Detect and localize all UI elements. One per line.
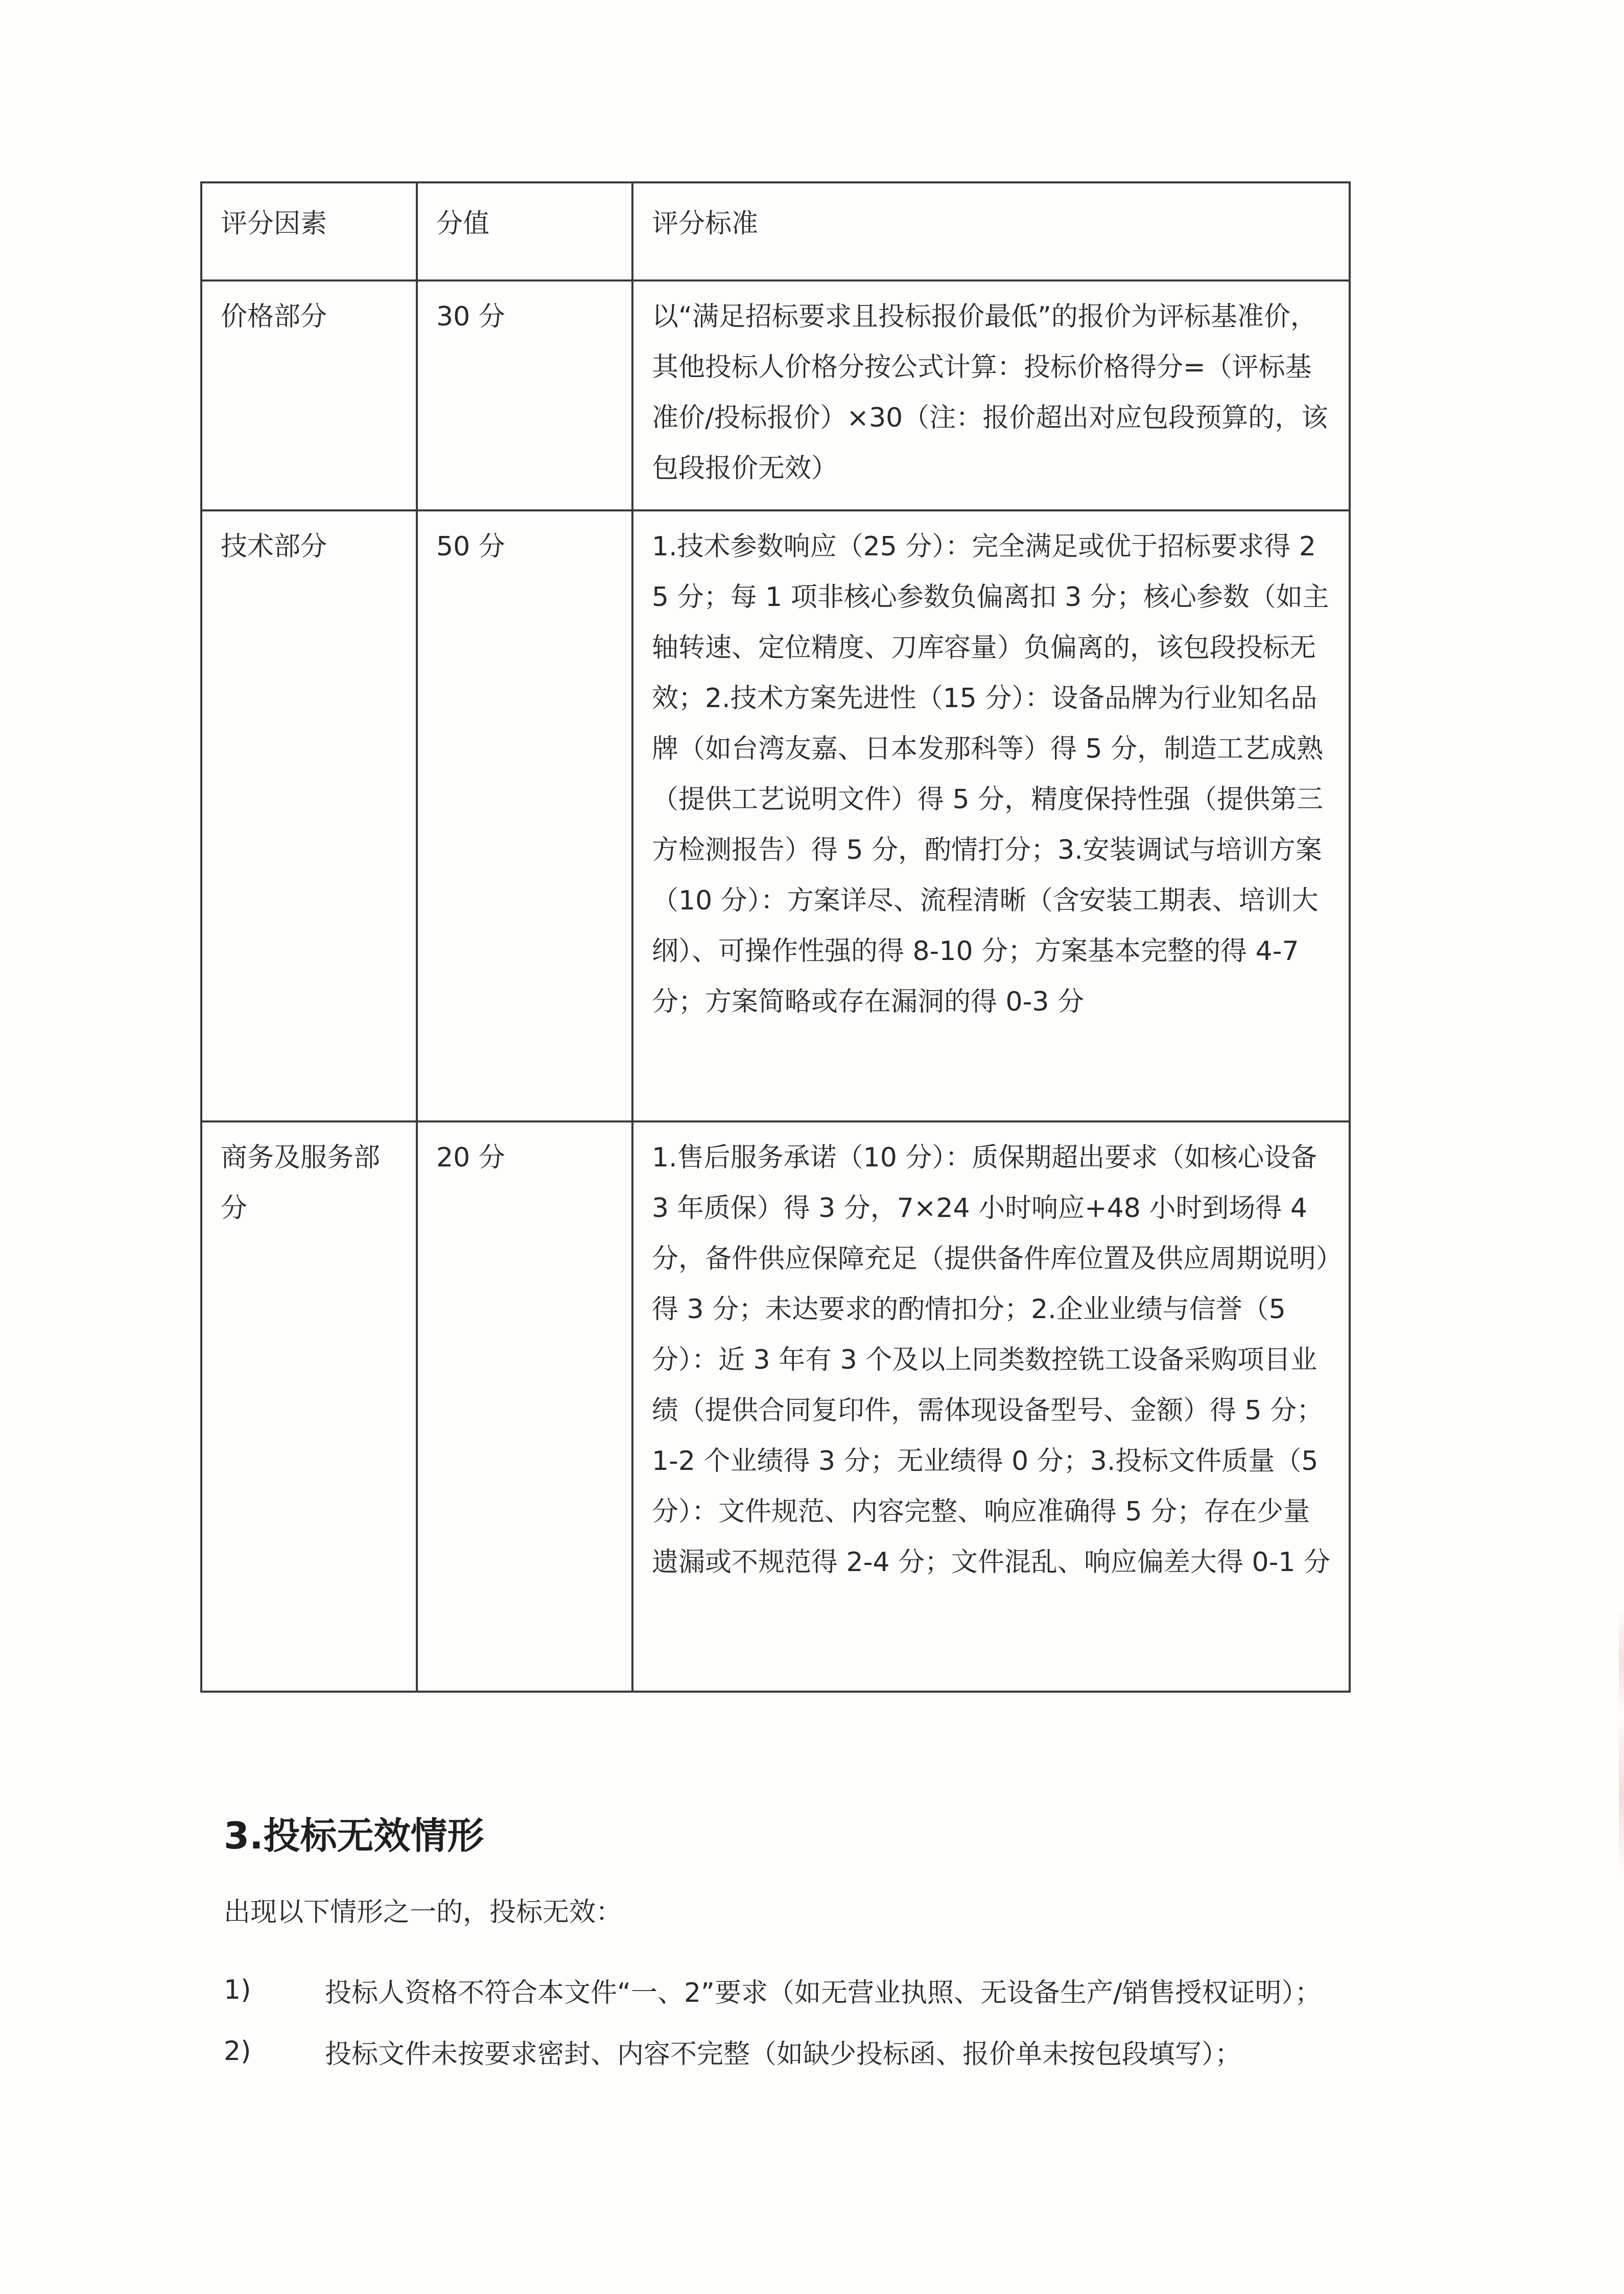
table-row xyxy=(201,280,1350,510)
section-intro: 出现以下情形之一的，投标无效： xyxy=(224,1897,623,1928)
row-value: 20 分 xyxy=(417,1121,632,1692)
row-factor: 技术部分 xyxy=(201,510,417,1121)
row-criteria: 以“满足招标要求且投标报价最低”的报价为评标基准价，其他投标人价格分按公式计算：投标价格得分=（评标基准价/投标报价）×30（注：报价超出对应包段预算的，该包段报价无效） xyxy=(632,280,1350,510)
table-header-row xyxy=(201,182,1350,280)
list-item xyxy=(224,1959,1460,2021)
list-item xyxy=(224,2021,1460,2082)
section-heading: 3.投标无效情形 xyxy=(224,1814,484,1857)
list-item-text: 投标人资格不符合本文件“一、2”要求（如无营业执照、无设备生产/销售授权证明）； xyxy=(325,1977,1322,2008)
row-criteria: 1.售后服务承诺（10 分）：质保期超出要求（如核心设备 3 年质保）得 3 分，7×24 小时响应+48 小时到场得 4 分，备件供应保障充足（提供备件库位置及供应周期说明）得 3 分；未达要求的酌情扣分；2.企业业绩与信誉（5 分）：近 3 年有 3 个及以上同类数控铣工设备采购项目业绩（提供合同复印件，需体现设备型号、金额）得 5 分；1-2 个业绩得 3 分；无业绩得 0 分；3.投标文件质量（5 分）：文件规范、内容完整、响应准确得 5 分；存在少量遗漏或不规范得 2-4 分；文件混乱、响应偏差大得 0-1 分 xyxy=(632,1121,1350,1692)
header-value: 分值 xyxy=(417,182,632,280)
row-value: 30 分 xyxy=(417,280,632,510)
row-criteria: 1.技术参数响应（25 分）：完全满足或优于招标要求得 25 分；每 1 项非核心参数负偏离扣 3 分；核心参数（如主轴转速、定位精度、刀库容量）负偏离的，该包段投标无效；2.技术方案先进性（15 分）：设备品牌为行业知名品牌（如台湾友嘉、日本发那科等）得 5 分，制造工艺成熟（提供工艺说明文件）得 5 分，精度保持性强（提供第三方检测报告）得 5 分，酌情打分；3.安装调试与培训方案（10 分）：方案详尽、流程清晰（含安装工期表、培训大纲）、可操作性强的得 8-10 分；方案基本完整的得 4-7 分；方案简略或存在漏洞的得 0-3 分 xyxy=(632,510,1350,1121)
row-factor: 价格部分 xyxy=(201,280,417,510)
list-item-text: 投标文件未按要求密封、内容不完整（如缺少投标函、报价单未按包段填写）； xyxy=(325,2039,1242,2070)
scan-edge-mark xyxy=(1619,1609,1624,1875)
scoring-table xyxy=(200,181,1351,1693)
list-item-number: 2) xyxy=(224,2036,251,2067)
invalid-conditions-list xyxy=(224,1959,1460,2082)
table-row xyxy=(201,1121,1350,1692)
row-value: 50 分 xyxy=(417,510,632,1121)
header-factor: 评分因素 xyxy=(201,182,417,280)
list-item-number: 1) xyxy=(224,1975,251,2005)
table-row xyxy=(201,510,1350,1121)
header-criteria: 评分标准 xyxy=(632,182,1350,280)
row-factor: 商务及服务部分 xyxy=(201,1121,417,1692)
